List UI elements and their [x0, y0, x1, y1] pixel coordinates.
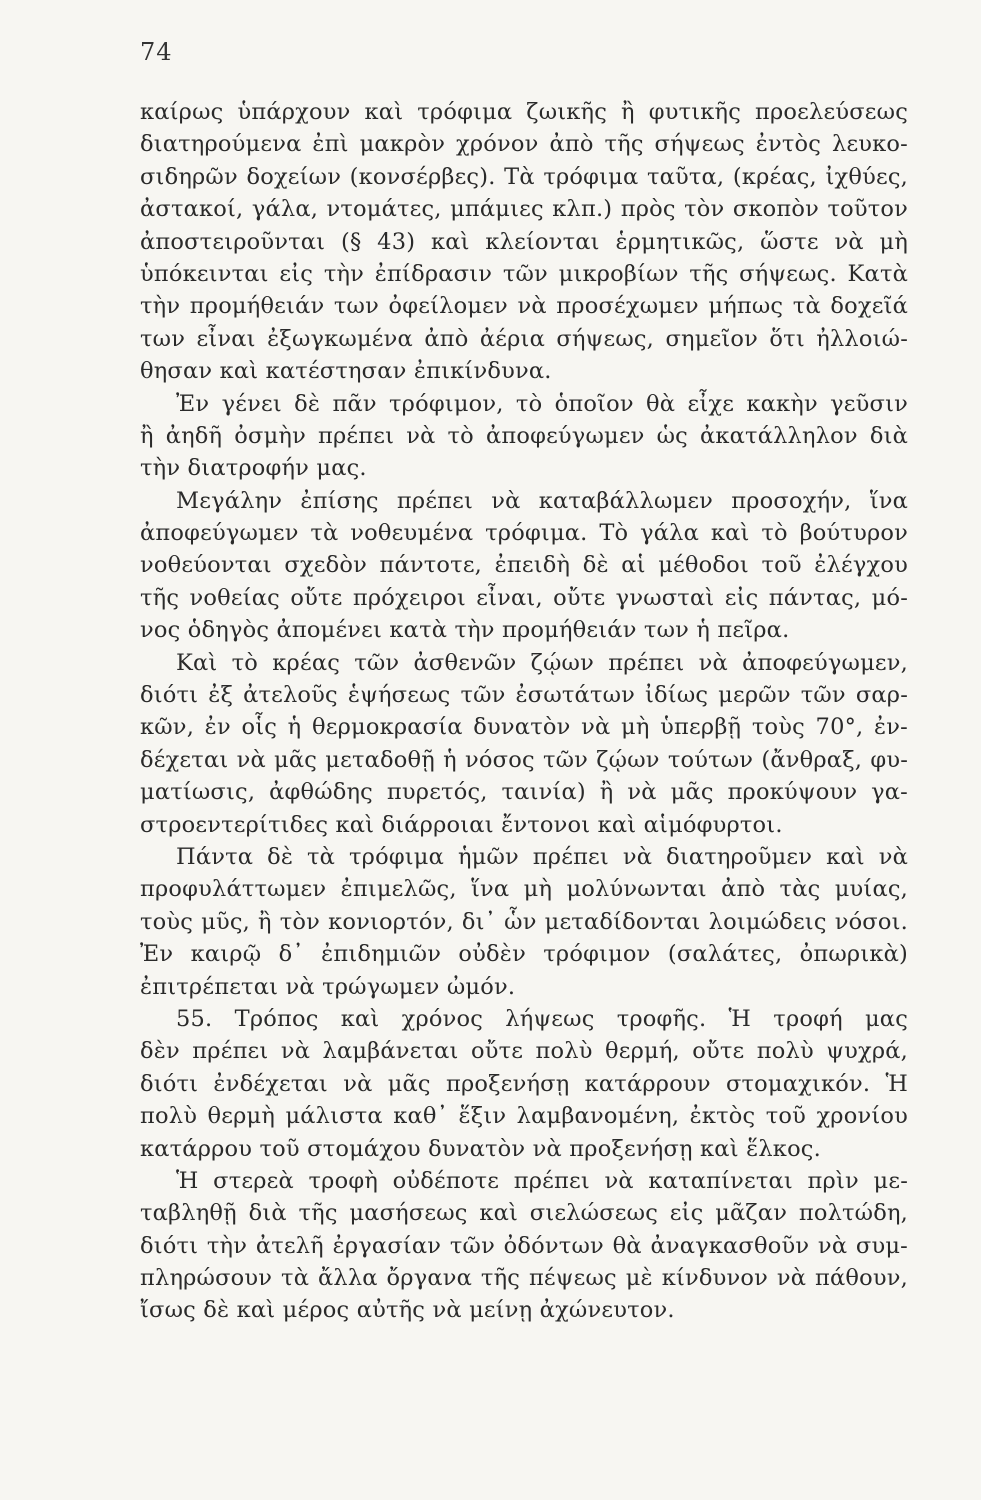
- text-line: κῶν, ἐν οἷς ἡ θερμοκρασία δυνατὸν νὰ μὴ ὑπερβῇ τοὺς 70°, ἐν-: [140, 714, 908, 741]
- text-line: δέχεται νὰ μᾶς μεταδοθῇ ἡ νόσος τῶν ζῴων τούτων (ἄνθραξ, φυ-: [140, 746, 908, 773]
- text-line: ταβληθῇ διὰ τῆς μασήσεως καὶ σιελώσεως εἰς μᾶζαν πολτώδη,: [140, 1200, 908, 1227]
- text-line: σιδηρῶν δοχείων (κονσέρβες). Τὰ τρόφιμα ταῦτα, (κρέας, ἰχθύες,: [140, 163, 908, 190]
- text-line: ἀποφεύγωμεν τὰ νοθευμένα τρόφιμα. Τὸ γάλα καὶ τὸ βούτυρον: [140, 520, 908, 547]
- text-line: θησαν καὶ κατέστησαν ἐπικίνδυνα.: [140, 358, 552, 385]
- text-line: τὴν προμήθειάν των ὀφείλομεν νὰ προσέχωμεν μήπως τὰ δοχεῖά: [140, 293, 908, 320]
- text-line: ἴσως δὲ καὶ μέρος αὐτῆς νὰ μείνῃ ἀχώνευτον.: [140, 1297, 675, 1324]
- text-line: ἀποστειροῦνται (§ 43) καὶ κλείονται ἑρμητικῶς, ὥστε νὰ μὴ: [140, 228, 908, 255]
- text-line: των εἶναι ἐξωγκωμένα ἀπὸ ἀέρια σήψεως, σημεῖον ὅτι ἠλλοιώ-: [140, 325, 908, 352]
- text-line: διότι ἐξ ἀτελοῦς ἑψήσεως τῶν ἐσωτάτων ἰδίως μερῶν τῶν σαρ-: [140, 682, 908, 709]
- text-line: ἐπιτρέπεται νὰ τρώγωμεν ὠμόν.: [140, 973, 516, 1000]
- text-line: Πάντα δὲ τὰ τρόφιμα ἡμῶν πρέπει νὰ διατηροῦμεν καὶ νὰ: [176, 843, 908, 870]
- text-line: ματίωσις, ἀφθώδης πυρετός, ταινία) ἢ νὰ μᾶς προκύψουν γα-: [140, 779, 908, 806]
- text-line: πολὺ θερμὴ μάλιστα καθ᾽ ἕξιν λαμβανομένη, ἐκτὸς τοῦ χρονίου: [140, 1103, 908, 1130]
- text-line: διότι τὴν ἀτελῆ ἐργασίαν τῶν ὀδόντων θὰ ἀναγκασθοῦν νὰ συμ-: [140, 1232, 908, 1259]
- text-line: νος ὁδηγὸς ἀπομένει κατὰ τὴν προμήθειάν των ἡ πεῖρα.: [140, 617, 790, 644]
- text-line: τὴν διατροφήν μας.: [140, 455, 367, 482]
- text-line: δὲν πρέπει νὰ λαμβάνεται οὔτε πολὺ θερμή, οὔτε πολὺ ψυχρά,: [140, 1038, 908, 1065]
- text-line: ὑπόκεινται εἰς τὴν ἐπίδρασιν τῶν μικροβίων τῆς σήψεως. Κατὰ: [140, 260, 908, 287]
- text-line: κατάρρου τοῦ στομάχου δυνατὸν νὰ προξενήσῃ καὶ ἕλκος.: [140, 1135, 821, 1162]
- text-line: Ἐν γένει δὲ πᾶν τρόφιμον, τὸ ὁποῖον θὰ εἶχε κακὴν γεῦσιν: [176, 390, 908, 417]
- page-number: 74: [140, 38, 173, 66]
- text-line: διότι ἐνδέχεται νὰ μᾶς προξενήσῃ κατάρρουν στομαχικόν. Ἡ: [140, 1070, 908, 1097]
- text-line: Ἐν καιρῷ δ᾽ ἐπιδημιῶν οὐδὲν τρόφιμον (σαλάτες, ὀπωρικὰ): [140, 941, 908, 968]
- text-line: Μεγάλην ἐπίσης πρέπει νὰ καταβάλλωμεν προσοχήν, ἵνα: [176, 487, 908, 514]
- text-line: διατηρούμενα ἐπὶ μακρὸν χρόνον ἀπὸ τῆς σήψεως ἐντὸς λευκο-: [140, 131, 908, 158]
- text-line: τῆς νοθείας οὔτε πρόχειροι εἶναι, οὔτε γνωσταὶ εἰς πάντας, μό-: [140, 584, 908, 611]
- text-line: στροεντερίτιδες καὶ διάρροιαι ἔντονοι καὶ αἱμόφυρτοι.: [140, 811, 783, 838]
- text-line: πληρώσουν τὰ ἄλλα ὄργανα τῆς πέψεως μὲ κίνδυνον νὰ πάθουν,: [140, 1265, 908, 1292]
- text-line: τοὺς μῦς, ἢ τὸν κονιορτόν, δι᾽ ὧν μεταδίδονται λοιμώδεις νόσοι.: [140, 908, 908, 935]
- text-line: 55. Τρόπος καὶ χρόνος λήψεως τροφῆς. Ἡ τροφή μας: [176, 1005, 908, 1032]
- text-line: ἀστακοί, γάλα, ντομάτες, μπάμιες κλπ.) πρὸς τὸν σκοπὸν τοῦτον: [140, 196, 908, 223]
- text-line: Ἡ στερεὰ τροφὴ οὐδέποτε πρέπει νὰ καταπίνεται πρὶν με-: [176, 1167, 908, 1194]
- text-line: προφυλάττωμεν ἐπιμελῶς, ἵνα μὴ μολύνωνται ἀπὸ τὰς μυίας,: [140, 876, 908, 903]
- body-text: [140, 96, 908, 1327]
- text-line: νοθεύονται σχεδὸν πάντοτε, ἐπειδὴ δὲ αἱ μέθοδοι τοῦ ἐλέγχου: [140, 552, 908, 579]
- text-line: ἢ ἀηδῆ ὀσμὴν πρέπει νὰ τὸ ἀποφεύγωμεν ὡς ἀκατάλληλον διὰ: [140, 422, 908, 449]
- text-line: καίρως ὑπάρχουν καὶ τρόφιμα ζωικῆς ἢ φυτικῆς προελεύσεως: [140, 99, 908, 125]
- text-line: Καὶ τὸ κρέας τῶν ἀσθενῶν ζῴων πρέπει νὰ ἀποφεύγωμεν,: [176, 649, 908, 676]
